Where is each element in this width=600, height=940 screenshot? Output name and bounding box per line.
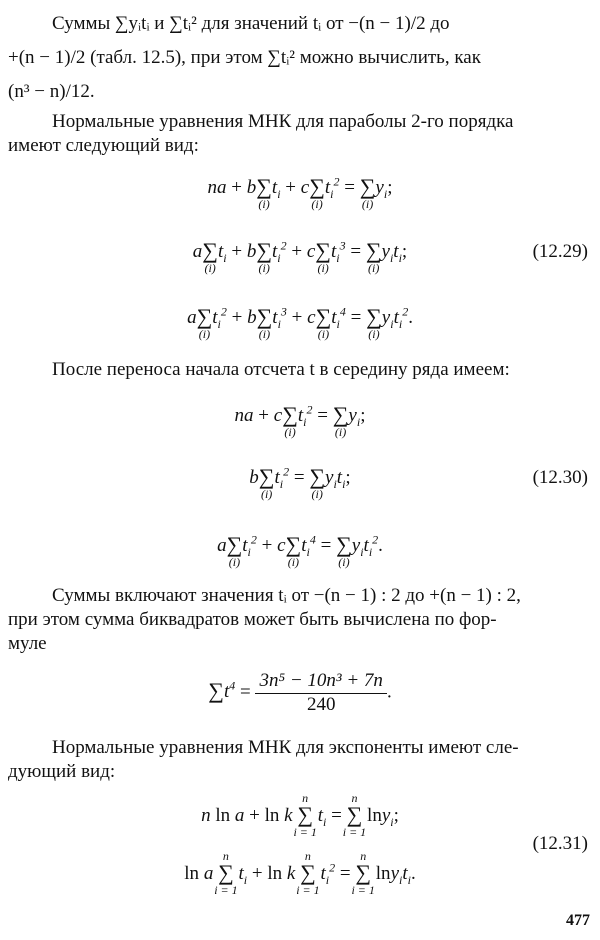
equation-12-29-row-3: a∑ (i) $t_i^2 + b\sum$ (i) $t_i^3 + c\sum$ (i) $t_i^4$ = ∑ (i) $y_it_i^2$.	[187, 304, 413, 342]
paragraph-5-line-1: Нормальные уравнения МНК для экспоненты имеют сле-	[52, 737, 519, 758]
equation-number-12-29: (12.29)	[532, 241, 588, 262]
equation-number-12-31: (12.31)	[532, 833, 588, 854]
paragraph-2-line-1: Нормальные уравнения МНК для параболы 2-го порядка	[52, 111, 514, 132]
paragraph-4-line-2: при этом сумма биквадратов может быть вычислена по фор-	[8, 609, 497, 630]
equation-12-31-row-2: ln a n ∑ i = 1 $t_i + \ln k$ n ∑ i = 1 $t_i^2$ = n ∑ i = 1 $\ln y_it_i$.	[184, 849, 416, 898]
paragraph-3-line-1: После переноса начала отсчета t в середину ряда имеем:	[52, 359, 510, 380]
fraction	[255, 670, 386, 716]
equation-12-30-row-1: na + c∑ (i) $t_i^2$ = ∑ (i) $y_i$;	[234, 402, 366, 440]
paragraph-4-line-1: Суммы включают значения tᵢ от −(n − 1) : 2 до +(n − 1) : 2,	[52, 585, 521, 606]
equation-12-29-row-2: a∑ (i) $t_i + b\sum$ (i) $t_i^2 + c\sum$ (i) $t_i^3$ = ∑ (i) $y_it_i$;	[192, 238, 408, 276]
fraction-denominator: 240	[306, 694, 336, 715]
paragraph-1-line-3: (n³ − n)/12.	[8, 81, 95, 102]
paragraph-1-line-1: Суммы ∑yᵢtᵢ и ∑tᵢ² для значений tᵢ от −(n − 1)/2 до	[52, 13, 450, 34]
paragraph-4-line-3: муле	[8, 633, 47, 654]
formula-sum-t4: $\sum t^4$ = $\frac{\text{3n⁵ − 10n³ + 7n}}{240}$ .	[208, 670, 392, 715]
equation-12-29-row-1: na + b∑ (i) $t_i + c\sum$ (i) $t_i^2$ = ∑ (i) $y_i$;	[207, 174, 393, 212]
equation-number-12-30: (12.30)	[532, 467, 588, 488]
page-number: 477	[566, 912, 590, 929]
paragraph-2-line-2: имеют следующий вид:	[8, 135, 199, 156]
equation-12-30-row-3: a∑ (i) $t_i^2 + c\sum$ (i) $t_i^4$ = ∑ (i) $y_it_i^2$.	[217, 532, 383, 570]
equation-12-31-row-1: n ln a + ln k n ∑ i = 1 $t_i$ = n ∑ i = 1 lny$_i$;	[201, 791, 399, 840]
equation-12-30-row-2: b∑ (i) $t_i^2$ = ∑ (i) $y_it_i$;	[249, 464, 351, 502]
fraction-numerator: 3n⁵ − 10n³ + 7n	[255, 670, 386, 694]
paragraph-1-line-2: +(n − 1)/2 (табл. 12.5), при этом ∑tᵢ² можно вычислить, как	[8, 47, 481, 68]
paragraph-5-line-2: дующий вид:	[8, 761, 116, 782]
